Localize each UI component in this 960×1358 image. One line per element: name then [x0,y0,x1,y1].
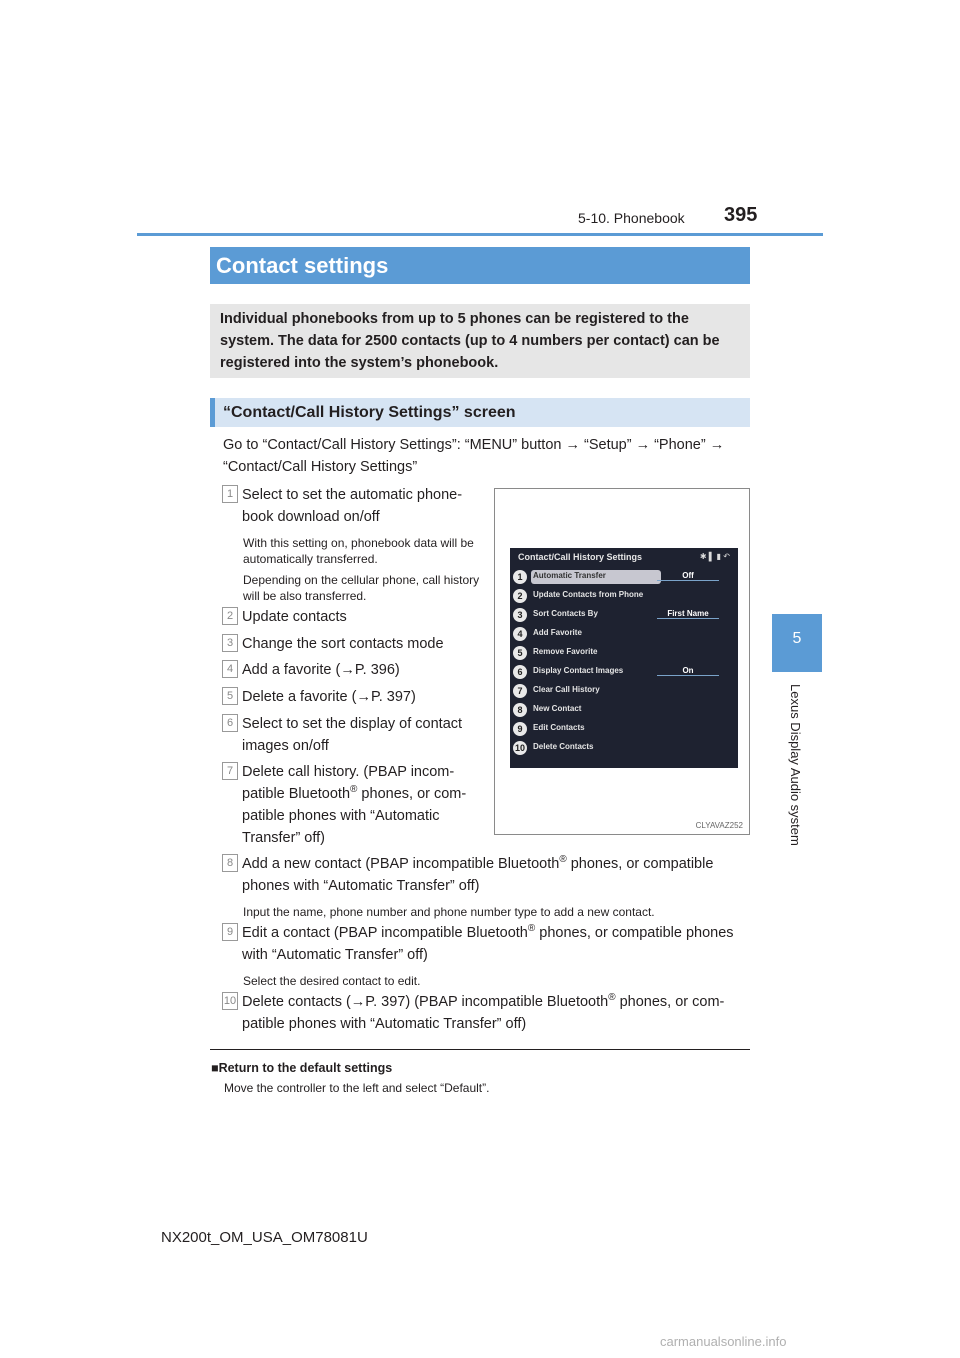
item-number: 1 [222,485,238,503]
row-label: Display Contact Images [533,666,624,675]
display-screen [510,548,738,768]
row-label: New Contact [533,704,582,713]
row-label: Delete Contacts [533,742,594,751]
intro-box: Individual phonebooks from up to 5 phones can be registered to the system. The data for 2500 contacts (up to 4 numbers per contact) can be registered into the system’s phonebook. [210,304,750,378]
row-label: Update Contacts from Phone [533,590,644,599]
status-icons [700,552,730,561]
screen-row [513,645,727,662]
row-number: 8 [513,703,527,717]
item-number: 7 [222,762,238,780]
watermark: carmanualsonline.info [660,1334,787,1349]
screen-row [513,664,727,681]
row-number: 2 [513,589,527,603]
screen-row [513,721,727,738]
item-text-cont: phones, or com-patible phones with “Automatic Transfer” off) [242,994,725,1032]
list-item [222,606,480,628]
section-header: 5-10. Phonebook [578,210,685,226]
back-icon: ↶ [723,552,730,561]
screen-row [513,626,727,643]
row-value: Off [657,571,719,581]
section-divider [210,1049,750,1050]
registered-mark: ® [559,854,567,866]
item-text: Select to set the display of contact images on/off [242,716,463,754]
list-item [222,484,480,528]
item-text: Add a favorite (→P. 396) [242,662,400,678]
item-note: Input the name, phone number and phone number type to add a new contact. [243,905,655,919]
item-note: With this setting on, phonebook data will be automatically transferred. [243,536,474,566]
item-number: 10 [222,992,238,1010]
list-item [222,991,750,1035]
row-number: 5 [513,646,527,660]
row-number: 9 [513,722,527,736]
row-label: Add Favorite [533,628,582,637]
list-item [222,713,480,757]
item-text: Edit a contact (PBAP incompatible Bluetooth [242,925,528,941]
item-text-cont: phones, or compatible phones with “Automatic Transfer” off) [242,856,714,894]
page-title: Contact settings [210,247,750,284]
item-number: 8 [222,854,238,872]
bluetooth-icon: ✱ [699,552,707,561]
item-text: Add a new contact (PBAP incompatible Bluetooth [242,856,560,872]
item-number: 2 [222,607,238,625]
document-code: NX200t_OM_USA_OM78081U [161,1229,368,1246]
item-text: Delete a favorite (→P. 397) [242,689,416,705]
list-item [222,686,480,708]
screen-title: Contact/Call History Settings [518,552,643,562]
item-note: Depending on the cellular phone, call history will be also transferred. [243,573,480,603]
screen-row [513,702,727,719]
item-number: 4 [222,660,238,678]
list-item [222,853,750,897]
screen-row [513,588,727,605]
item-number: 6 [222,714,238,732]
signal-icon: ▌ [708,552,715,561]
screen-row [513,683,727,700]
item-number: 5 [222,687,238,705]
row-number: 6 [513,665,527,679]
screen-row [513,740,727,757]
item-text: Delete contacts (→P. 397) (PBAP incompatible Bluetooth [242,994,609,1010]
item-text-cont: phones, or compatible phones with “Automatic Transfer” off) [242,925,734,963]
item-text: Delete call history. (PBAP incom-patible Bluetooth [242,764,455,802]
navigation-path: Go to “Contact/Call History Settings”: “MENU” button → “Setup” → “Phone” → “Contact/Call History Settings” [223,437,725,475]
header-rule [137,233,823,236]
square-bullet-icon: ■ [211,1061,219,1075]
row-number: 1 [513,570,527,584]
battery-icon: ▮ [716,552,722,561]
row-label: Remove Favorite [533,647,598,656]
row-value: On [657,666,719,676]
screen-row [513,569,727,586]
subheading: “Contact/Call History Settings” screen [210,398,750,427]
list-item [222,761,480,849]
row-number: 10 [514,743,525,753]
screen-illustration [494,488,750,835]
row-label: Clear Call History [533,685,600,694]
item-text-cont: phones, or com-patible phones with “Automatic Transfer” off) [242,786,467,846]
chapter-label: Lexus Display Audio system [788,684,803,846]
chapter-tab: 5 [772,614,822,672]
item-note: Select the desired contact to edit. [243,974,421,988]
registered-mark: ® [527,923,536,935]
illustration-code: CLYAVAZ252 [695,821,743,830]
registered-mark: ® [608,992,616,1004]
item-text: Update contacts [242,609,347,625]
row-number: 3 [513,608,527,622]
note-body: Move the controller to the left and select “Default”. [224,1081,490,1095]
item-text: Change the sort contacts mode [242,636,444,652]
row-label: Automatic Transfer [533,571,606,580]
row-value: First Name [657,609,719,619]
row-label: Sort Contacts By [533,609,598,618]
row-number: 7 [513,684,527,698]
registered-mark: ® [350,784,358,796]
screen-row [513,607,727,624]
row-label: Edit Contacts [533,723,585,732]
list-item [222,633,480,655]
page-number: 395 [724,204,758,226]
list-item [222,922,750,966]
item-number: 9 [222,923,238,941]
row-number: 4 [513,627,527,641]
note-heading: ■Return to the default settings [211,1061,393,1075]
item-text: Select to set the automatic phone-book download on/off [242,487,463,525]
list-item [222,659,480,681]
item-number: 3 [222,634,238,652]
